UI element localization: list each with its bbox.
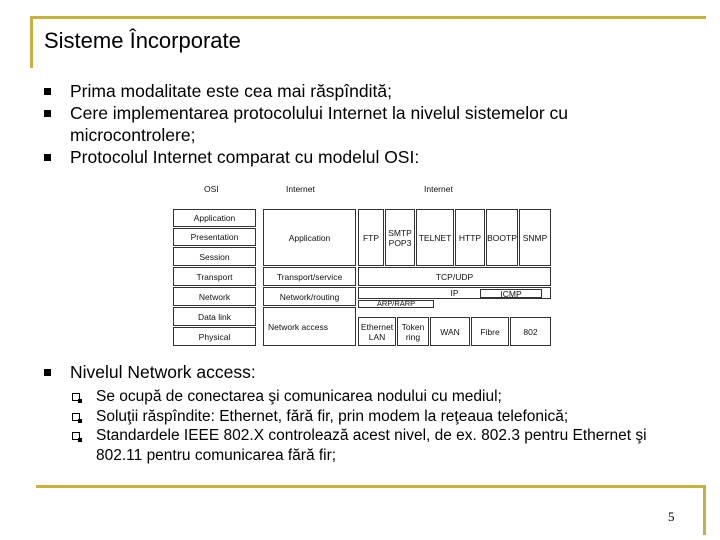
sub-bullet-item: [40, 426, 680, 465]
protocol-fibre: Fibre: [471, 317, 509, 346]
protocol-wan: WAN: [430, 317, 470, 346]
osi-physical: Physical: [173, 327, 256, 346]
protocol-icmp: ICMP: [480, 289, 542, 298]
bullet-list: [40, 80, 680, 168]
osi-presentation: Presentation: [173, 228, 256, 246]
internet-transport: Transport/service: [263, 267, 356, 286]
square-bullet-icon: [44, 110, 51, 117]
internet-network: Network/routing: [263, 287, 356, 306]
square-bullet-icon: [44, 369, 51, 376]
osi-application: Application: [173, 209, 256, 227]
frame-bottom-border: [36, 485, 706, 488]
sub-bullet-item: [40, 407, 680, 427]
square-bullet-icon: [44, 88, 51, 95]
sub-bullet-text: Se ocupă de conectarea şi comunicarea nodului cu mediul;: [96, 388, 502, 405]
osi-session: Session: [173, 247, 256, 266]
sub-bullet-text: Standardele IEEE 802.X controlează acest nivel, de ex. 802.3 pentru Ethernet şi 802.11 pentru comunicarea fără fir;: [96, 427, 647, 464]
protocol-ftp: FTP: [358, 209, 384, 266]
slide-title: Sisteme Încorporate: [44, 28, 241, 53]
sub-bullet-text: Soluţii răspîndite: Ethernet, fără fir, prin modem la reţeaua telefonică;: [96, 407, 569, 425]
protocol-telnet: TELNET: [416, 209, 454, 266]
bullet-text: Cere implementarea protocolului Internet la nivelul sistemelor cu microcontrolere;: [70, 103, 569, 145]
protocol-http: HTTP: [455, 209, 485, 266]
osi-transport: Transport: [173, 267, 256, 286]
protocol-arp-rarp: ARP/RARP: [358, 300, 434, 308]
hollow-square-bullet-icon: [72, 432, 80, 440]
bullet-text: Prima modalitate este cea mai răspîndită;: [70, 81, 392, 101]
protocol-bootp: BOOTP: [486, 209, 518, 266]
bullet-text: Protocolul Internet comparat cu modelul OSI:: [70, 147, 420, 167]
internet-protocols-header: Internet: [424, 184, 453, 194]
osi-data-link: Data link: [173, 307, 256, 326]
osi-header: OSI: [204, 184, 219, 194]
protocol-tcp-udp: TCP/UDP: [358, 267, 551, 286]
frame-top-border: [30, 16, 706, 19]
internet-application: Application: [263, 209, 356, 266]
frame-left-border: [30, 16, 33, 68]
protocol-snmp: SNMP: [519, 209, 551, 266]
internet-network-access: Network access: [263, 307, 356, 346]
protocol-token-ring: Token ring: [397, 317, 429, 346]
square-bullet-icon: [44, 154, 51, 161]
sub-bullet-item: [40, 387, 680, 407]
frame-right-border: [703, 485, 706, 535]
hollow-square-bullet-icon: [72, 413, 80, 421]
network-access-heading: Nivelul Network access:: [70, 362, 256, 382]
internet-header: Internet: [286, 184, 315, 194]
bullet-item: [40, 102, 680, 146]
bullet-item: [40, 80, 680, 102]
osi-network: Network: [173, 287, 256, 306]
protocol-smtp: SMTP POP3: [385, 209, 415, 266]
network-access-section: [40, 361, 680, 465]
bullet-item: [40, 146, 680, 168]
hollow-square-bullet-icon: [72, 393, 80, 401]
page-number: 5: [668, 509, 675, 524]
protocol-ethernet-lan: Ethernet LAN: [358, 317, 396, 346]
osi-internet-diagram: [170, 180, 556, 352]
protocol-ip: IP: [358, 287, 551, 299]
protocol-802: 802: [510, 317, 551, 346]
bullet-item: [40, 361, 680, 383]
